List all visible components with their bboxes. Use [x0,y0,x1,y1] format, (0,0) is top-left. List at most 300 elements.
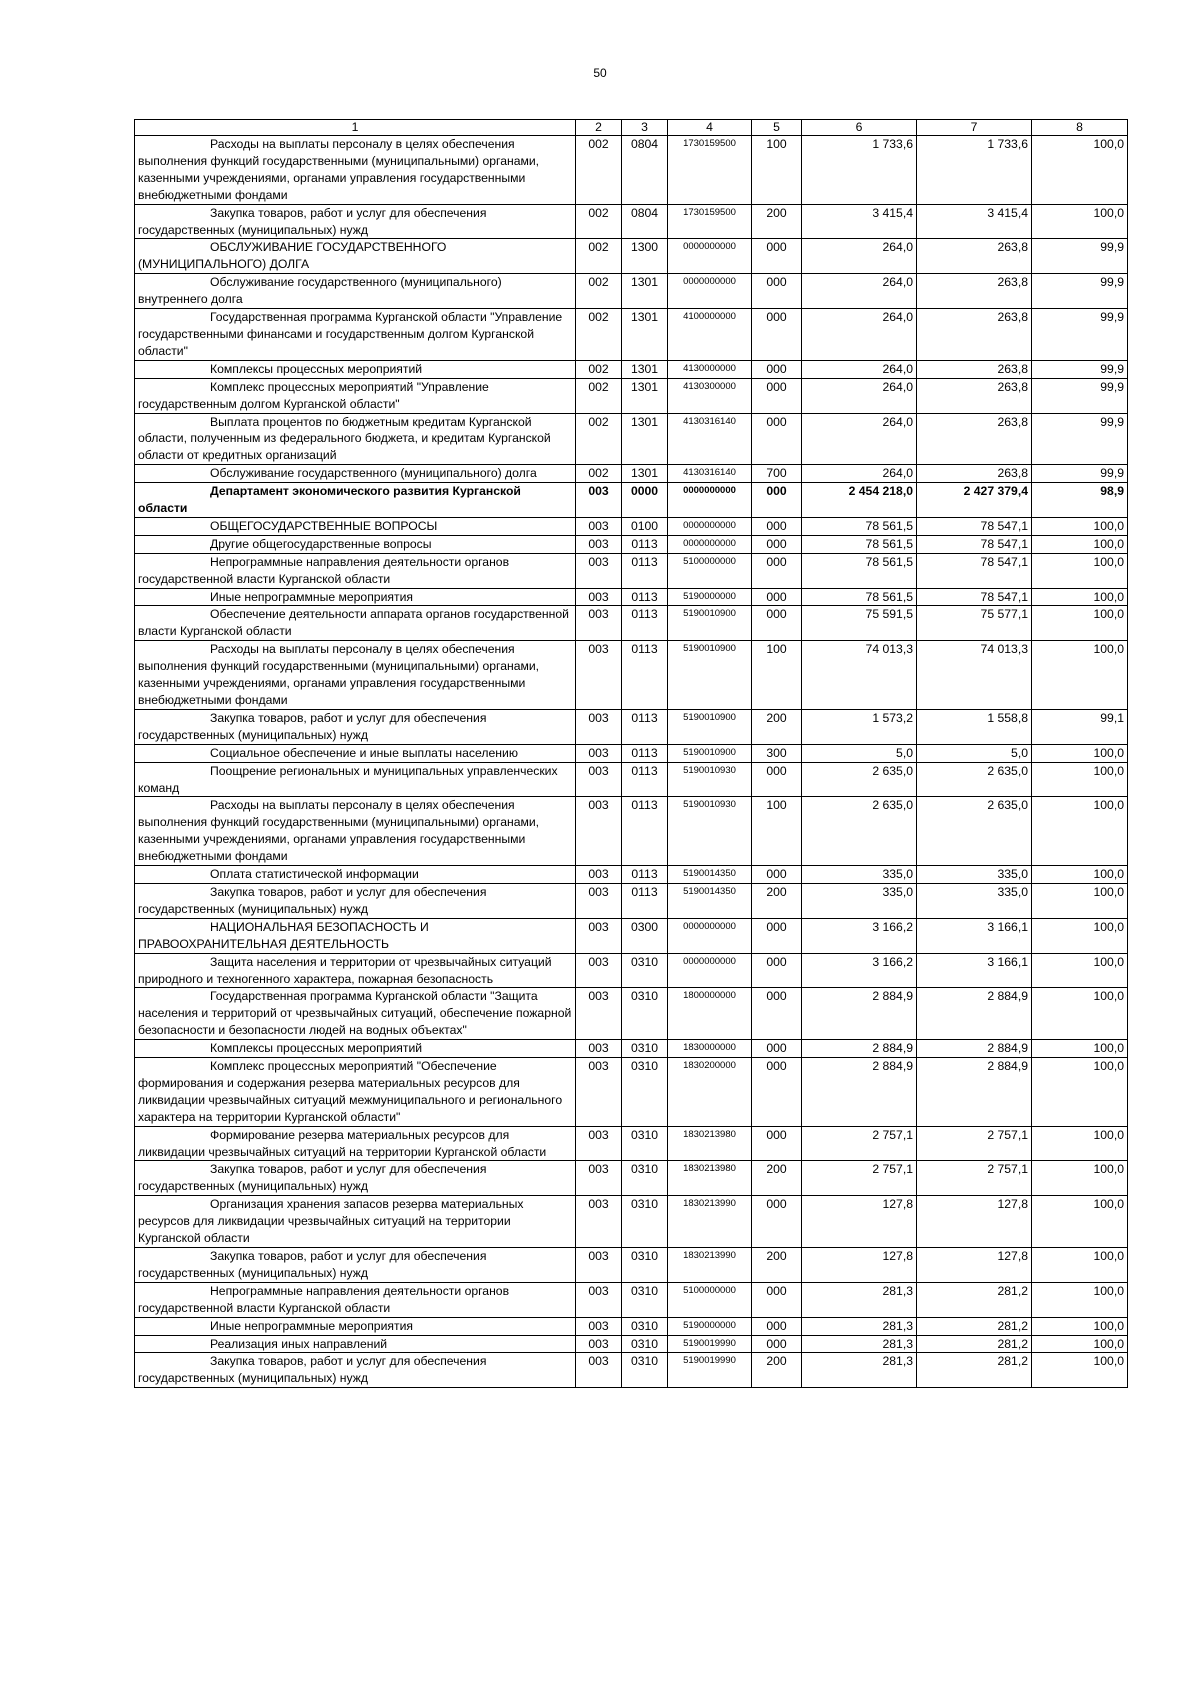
row-plan-amount: 281,3 [802,1317,917,1335]
row-section-code: 0310 [622,1335,668,1353]
row-expense-type: 000 [752,517,802,535]
row-target-code: 0000000000 [668,918,752,953]
row-name: Государственная программа Курганской области "Управление государственными финансами и государственным долгом Курганской области" [135,309,576,361]
row-actual-amount: 263,8 [917,378,1032,413]
row-plan-amount: 2 757,1 [802,1161,917,1196]
row-target-code: 4130316140 [668,465,752,483]
row-expense-type: 000 [752,378,802,413]
row-expense-type: 000 [752,1282,802,1317]
row-name: Непрограммные направления деятельности органов государственной власти Курганской области [135,1282,576,1317]
row-admin-code: 003 [576,1161,622,1196]
row-actual-amount: 263,8 [917,309,1032,361]
row-plan-amount: 127,8 [802,1196,917,1248]
row-expense-type: 000 [752,1196,802,1248]
row-admin-code: 003 [576,606,622,641]
column-header: 6 [802,120,917,136]
table-body [135,120,1128,1388]
row-plan-amount: 127,8 [802,1248,917,1283]
row-name: Закупка товаров, работ и услуг для обеспечения государственных (муниципальных) нужд [135,883,576,918]
row-actual-amount: 78 547,1 [917,553,1032,588]
row-section-code: 0113 [622,588,668,606]
row-plan-amount: 2 884,9 [802,1040,917,1058]
row-percent: 100,0 [1032,1282,1128,1317]
row-plan-amount: 75 591,5 [802,606,917,641]
row-name: Закупка товаров, работ и услуг для обеспечения государственных (муниципальных) нужд [135,1353,576,1388]
row-admin-code: 003 [576,1058,622,1127]
row-percent: 100,0 [1032,1161,1128,1196]
row-plan-amount: 1 573,2 [802,709,917,744]
row-actual-amount: 1 733,6 [917,136,1032,205]
row-percent: 100,0 [1032,1196,1128,1248]
row-admin-code: 002 [576,413,622,465]
row-percent: 100,0 [1032,517,1128,535]
row-admin-code: 003 [576,1335,622,1353]
table-row [135,1335,1128,1353]
row-percent: 100,0 [1032,606,1128,641]
column-header: 5 [752,120,802,136]
row-expense-type: 000 [752,274,802,309]
row-admin-code: 003 [576,1196,622,1248]
row-actual-amount: 78 547,1 [917,517,1032,535]
row-name: Комплекс процессных мероприятий "Управление государственным долгом Курганской области" [135,378,576,413]
row-actual-amount: 2 884,9 [917,988,1032,1040]
row-section-code: 0113 [622,797,668,866]
row-percent: 100,0 [1032,136,1128,205]
row-admin-code: 002 [576,274,622,309]
table-row [135,744,1128,762]
row-percent: 100,0 [1032,1040,1128,1058]
row-expense-type: 000 [752,588,802,606]
row-expense-type: 000 [752,606,802,641]
table-row [135,797,1128,866]
column-header: 2 [576,120,622,136]
row-expense-type: 200 [752,883,802,918]
row-section-code: 0000 [622,483,668,518]
row-name: Реализация иных направлений [135,1335,576,1353]
row-expense-type: 100 [752,136,802,205]
row-expense-type: 300 [752,744,802,762]
row-target-code: 1830213990 [668,1196,752,1248]
row-admin-code: 003 [576,535,622,553]
row-plan-amount: 3 166,2 [802,918,917,953]
row-expense-type: 000 [752,988,802,1040]
row-name: Организация хранения запасов резерва материальных ресурсов для ликвидации чрезвычайных ситуаций на территории Курганской области [135,1196,576,1248]
row-percent: 100,0 [1032,762,1128,797]
row-expense-type: 000 [752,1126,802,1161]
row-name: Другие общегосударственные вопросы [135,535,576,553]
row-percent: 100,0 [1032,953,1128,988]
row-percent: 100,0 [1032,553,1128,588]
table-row [135,709,1128,744]
row-section-code: 0300 [622,918,668,953]
row-actual-amount: 281,2 [917,1353,1032,1388]
row-admin-code: 003 [576,1126,622,1161]
row-section-code: 0310 [622,1126,668,1161]
row-admin-code: 003 [576,953,622,988]
row-percent: 99,9 [1032,413,1128,465]
row-admin-code: 003 [576,553,622,588]
row-target-code: 0000000000 [668,239,752,274]
row-percent: 100,0 [1032,588,1128,606]
row-admin-code: 003 [576,918,622,953]
row-expense-type: 000 [752,1058,802,1127]
table-row [135,136,1128,205]
row-plan-amount: 78 561,5 [802,588,917,606]
row-section-code: 1301 [622,274,668,309]
table-row [135,953,1128,988]
row-expense-type: 000 [752,1335,802,1353]
row-section-code: 0310 [622,1353,668,1388]
row-plan-amount: 281,3 [802,1282,917,1317]
row-expense-type: 000 [752,866,802,884]
row-plan-amount: 78 561,5 [802,553,917,588]
row-actual-amount: 281,2 [917,1317,1032,1335]
table-row [135,918,1128,953]
row-percent: 100,0 [1032,1353,1128,1388]
row-section-code: 1301 [622,309,668,361]
row-section-code: 0113 [622,606,668,641]
row-section-code: 0113 [622,744,668,762]
table-row [135,535,1128,553]
row-target-code: 1830000000 [668,1040,752,1058]
row-target-code: 0000000000 [668,953,752,988]
row-admin-code: 003 [576,988,622,1040]
table-row [135,1282,1128,1317]
row-plan-amount: 2 635,0 [802,797,917,866]
row-actual-amount: 2 884,9 [917,1040,1032,1058]
row-actual-amount: 263,8 [917,413,1032,465]
row-name: Защита населения и территории от чрезвычайных ситуаций природного и техногенного характера, пожарная безопасность [135,953,576,988]
row-actual-amount: 74 013,3 [917,641,1032,710]
row-plan-amount: 3 166,2 [802,953,917,988]
table-row [135,483,1128,518]
row-expense-type: 000 [752,535,802,553]
row-percent: 100,0 [1032,1058,1128,1127]
row-target-code: 5190000000 [668,588,752,606]
row-name: Комплекс процессных мероприятий "Обеспечение формирования и содержания резерва материальных ресурсов для ликвидации чрезвычайных ситуаций межмуниципального и регионального характера на территории Курганской области" [135,1058,576,1127]
table-row [135,309,1128,361]
row-actual-amount: 127,8 [917,1196,1032,1248]
row-actual-amount: 2 635,0 [917,797,1032,866]
row-percent: 100,0 [1032,1317,1128,1335]
table-row [135,1058,1128,1127]
row-plan-amount: 264,0 [802,465,917,483]
row-name: Комплексы процессных мероприятий [135,360,576,378]
row-target-code: 5190014350 [668,883,752,918]
row-target-code: 5190010930 [668,762,752,797]
row-admin-code: 003 [576,1040,622,1058]
row-expense-type: 000 [752,483,802,518]
row-expense-type: 000 [752,918,802,953]
table-row [135,883,1128,918]
row-expense-type: 000 [752,309,802,361]
row-name: Обслуживание государственного (муниципального) внутреннего долга [135,274,576,309]
row-name: ОБЩЕГОСУДАРСТВЕННЫЕ ВОПРОСЫ [135,517,576,535]
row-name: ОБСЛУЖИВАНИЕ ГОСУДАРСТВЕННОГО (МУНИЦИПАЛЬНОГО) ДОЛГА [135,239,576,274]
row-expense-type: 200 [752,204,802,239]
row-section-code: 0310 [622,1040,668,1058]
row-name: Выплата процентов по бюджетным кредитам Курганской области, полученным из федерального бюджета, и кредитам Курганской области от кредитных организаций [135,413,576,465]
row-section-code: 0804 [622,204,668,239]
row-target-code: 4130000000 [668,360,752,378]
table-row [135,1248,1128,1283]
row-name: Обслуживание государственного (муниципального) долга [135,465,576,483]
row-section-code: 0310 [622,1248,668,1283]
table-row [135,762,1128,797]
row-target-code: 5190000000 [668,1317,752,1335]
row-name: Расходы на выплаты персоналу в целях обеспечения выполнения функций государственными (муниципальными) органами, казенными учреждениями, органами управления государственными внебюджетными фондами [135,641,576,710]
row-percent: 100,0 [1032,641,1128,710]
row-target-code: 0000000000 [668,483,752,518]
table-row [135,1126,1128,1161]
row-percent: 99,9 [1032,378,1128,413]
row-expense-type: 000 [752,553,802,588]
row-name: НАЦИОНАЛЬНАЯ БЕЗОПАСНОСТЬ И ПРАВООХРАНИТЕЛЬНАЯ ДЕЯТЕЛЬНОСТЬ [135,918,576,953]
row-admin-code: 003 [576,883,622,918]
row-actual-amount: 2 757,1 [917,1126,1032,1161]
row-admin-code: 003 [576,709,622,744]
row-actual-amount: 2 757,1 [917,1161,1032,1196]
table-row [135,988,1128,1040]
row-admin-code: 003 [576,744,622,762]
row-name: Расходы на выплаты персоналу в целях обеспечения выполнения функций государственными (муниципальными) органами, казенными учреждениями, органами управления государственными внебюджетными фондами [135,136,576,205]
row-expense-type: 000 [752,1317,802,1335]
row-target-code: 1730159500 [668,136,752,205]
row-target-code: 4130316140 [668,413,752,465]
row-admin-code: 002 [576,360,622,378]
row-percent: 99,1 [1032,709,1128,744]
row-expense-type: 100 [752,797,802,866]
row-expense-type: 000 [752,413,802,465]
table-row [135,588,1128,606]
table-row [135,274,1128,309]
row-actual-amount: 2 427 379,4 [917,483,1032,518]
row-actual-amount: 263,8 [917,274,1032,309]
table-row [135,413,1128,465]
row-admin-code: 003 [576,517,622,535]
row-percent: 100,0 [1032,883,1128,918]
row-target-code: 5190019990 [668,1353,752,1388]
column-header: 3 [622,120,668,136]
header-row [135,120,1128,136]
table-row [135,866,1128,884]
row-admin-code: 002 [576,465,622,483]
row-percent: 100,0 [1032,1335,1128,1353]
row-target-code: 5190010900 [668,641,752,710]
row-percent: 100,0 [1032,1126,1128,1161]
row-plan-amount: 5,0 [802,744,917,762]
row-expense-type: 000 [752,360,802,378]
row-plan-amount: 2 884,9 [802,988,917,1040]
row-expense-type: 200 [752,1353,802,1388]
row-admin-code: 002 [576,239,622,274]
row-admin-code: 003 [576,641,622,710]
table-row [135,606,1128,641]
row-target-code: 1830213980 [668,1126,752,1161]
row-section-code: 0310 [622,1161,668,1196]
row-name: Обеспечение деятельности аппарата органов государственной власти Курганской области [135,606,576,641]
row-plan-amount: 1 733,6 [802,136,917,205]
row-plan-amount: 264,0 [802,309,917,361]
row-actual-amount: 281,2 [917,1282,1032,1317]
row-plan-amount: 74 013,3 [802,641,917,710]
row-target-code: 1830200000 [668,1058,752,1127]
row-section-code: 0100 [622,517,668,535]
row-section-code: 0113 [622,535,668,553]
column-header: 7 [917,120,1032,136]
page-number: 50 [593,66,607,80]
row-admin-code: 003 [576,1282,622,1317]
budget-table [134,119,1128,1388]
row-percent: 98,9 [1032,483,1128,518]
row-name: Расходы на выплаты персоналу в целях обеспечения выполнения функций государственными (муниципальными) органами, казенными учреждениями, органами управления государственными внебюджетными фондами [135,797,576,866]
row-target-code: 5190014350 [668,866,752,884]
row-plan-amount: 78 561,5 [802,517,917,535]
row-target-code: 5190010900 [668,744,752,762]
row-plan-amount: 2 635,0 [802,762,917,797]
row-expense-type: 100 [752,641,802,710]
row-admin-code: 003 [576,1353,622,1388]
row-section-code: 0113 [622,866,668,884]
column-header: 4 [668,120,752,136]
row-expense-type: 000 [752,953,802,988]
row-admin-code: 003 [576,866,622,884]
row-plan-amount: 264,0 [802,274,917,309]
row-plan-amount: 281,3 [802,1335,917,1353]
row-plan-amount: 2 757,1 [802,1126,917,1161]
row-section-code: 1301 [622,378,668,413]
row-percent: 99,9 [1032,274,1128,309]
row-plan-amount: 281,3 [802,1353,917,1388]
row-percent: 99,9 [1032,465,1128,483]
row-plan-amount: 3 415,4 [802,204,917,239]
row-actual-amount: 3 415,4 [917,204,1032,239]
table-row [135,1317,1128,1335]
row-percent: 100,0 [1032,866,1128,884]
row-percent: 99,9 [1032,309,1128,361]
row-actual-amount: 78 547,1 [917,535,1032,553]
row-admin-code: 002 [576,204,622,239]
table-row [135,553,1128,588]
row-name: Иные непрограммные мероприятия [135,1317,576,1335]
row-actual-amount: 3 166,1 [917,953,1032,988]
row-actual-amount: 78 547,1 [917,588,1032,606]
row-name: Государственная программа Курганской области "Защита населения и территорий от чрезвычайных ситуаций, обеспечение пожарной безопасности и безопасности людей на водных объектах" [135,988,576,1040]
row-percent: 99,9 [1032,360,1128,378]
table-row [135,239,1128,274]
row-name: Закупка товаров, работ и услуг для обеспечения государственных (муниципальных) нужд [135,1161,576,1196]
row-section-code: 0113 [622,883,668,918]
row-expense-type: 700 [752,465,802,483]
row-actual-amount: 263,8 [917,239,1032,274]
row-section-code: 0310 [622,988,668,1040]
row-target-code: 1800000000 [668,988,752,1040]
row-target-code: 5100000000 [668,553,752,588]
row-plan-amount: 264,0 [802,413,917,465]
row-actual-amount: 335,0 [917,866,1032,884]
row-percent: 100,0 [1032,1248,1128,1283]
row-name: Формирование резерва материальных ресурсов для ликвидации чрезвычайных ситуаций на территории Курганской области [135,1126,576,1161]
row-admin-code: 003 [576,1317,622,1335]
row-plan-amount: 335,0 [802,883,917,918]
row-section-code: 1300 [622,239,668,274]
row-percent: 100,0 [1032,988,1128,1040]
row-admin-code: 003 [576,762,622,797]
row-target-code: 5190010900 [668,709,752,744]
row-admin-code: 003 [576,483,622,518]
row-actual-amount: 3 166,1 [917,918,1032,953]
row-section-code: 0804 [622,136,668,205]
row-admin-code: 002 [576,309,622,361]
row-plan-amount: 264,0 [802,378,917,413]
row-name: Поощрение региональных и муниципальных управленческих команд [135,762,576,797]
row-target-code: 5100000000 [668,1282,752,1317]
row-admin-code: 002 [576,136,622,205]
row-section-code: 0113 [622,641,668,710]
row-name: Социальное обеспечение и иные выплаты населению [135,744,576,762]
row-name: Закупка товаров, работ и услуг для обеспечения государственных (муниципальных) нужд [135,1248,576,1283]
row-target-code: 4130300000 [668,378,752,413]
row-plan-amount: 335,0 [802,866,917,884]
row-actual-amount: 263,8 [917,465,1032,483]
row-actual-amount: 75 577,1 [917,606,1032,641]
row-target-code: 5190010930 [668,797,752,866]
row-name: Оплата статистической информации [135,866,576,884]
row-target-code: 4100000000 [668,309,752,361]
row-section-code: 0113 [622,709,668,744]
row-target-code: 1830213990 [668,1248,752,1283]
row-actual-amount: 1 558,8 [917,709,1032,744]
table-row [135,1161,1128,1196]
row-section-code: 1301 [622,465,668,483]
row-name: Закупка товаров, работ и услуг для обеспечения государственных (муниципальных) нужд [135,204,576,239]
row-plan-amount: 264,0 [802,239,917,274]
row-section-code: 0310 [622,1282,668,1317]
table-row [135,517,1128,535]
row-actual-amount: 2 635,0 [917,762,1032,797]
row-actual-amount: 281,2 [917,1335,1032,1353]
row-expense-type: 200 [752,1248,802,1283]
row-actual-amount: 335,0 [917,883,1032,918]
table-row [135,360,1128,378]
row-expense-type: 200 [752,709,802,744]
row-name: Департамент экономического развития Курганской области [135,483,576,518]
column-header: 1 [135,120,576,136]
table-row [135,378,1128,413]
row-admin-code: 002 [576,378,622,413]
row-expense-type: 200 [752,1161,802,1196]
row-plan-amount: 2 454 218,0 [802,483,917,518]
row-plan-amount: 78 561,5 [802,535,917,553]
row-name: Комплексы процессных мероприятий [135,1040,576,1058]
row-target-code: 0000000000 [668,517,752,535]
row-name: Непрограммные направления деятельности органов государственной власти Курганской области [135,553,576,588]
table-row [135,1196,1128,1248]
row-plan-amount: 264,0 [802,360,917,378]
row-target-code: 5190019990 [668,1335,752,1353]
row-actual-amount: 5,0 [917,744,1032,762]
row-percent: 100,0 [1032,918,1128,953]
row-expense-type: 000 [752,762,802,797]
row-section-code: 0310 [622,1317,668,1335]
row-actual-amount: 2 884,9 [917,1058,1032,1127]
row-section-code: 1301 [622,360,668,378]
row-expense-type: 000 [752,1040,802,1058]
row-expense-type: 000 [752,239,802,274]
row-section-code: 1301 [622,413,668,465]
column-header: 8 [1032,120,1128,136]
row-admin-code: 003 [576,1248,622,1283]
